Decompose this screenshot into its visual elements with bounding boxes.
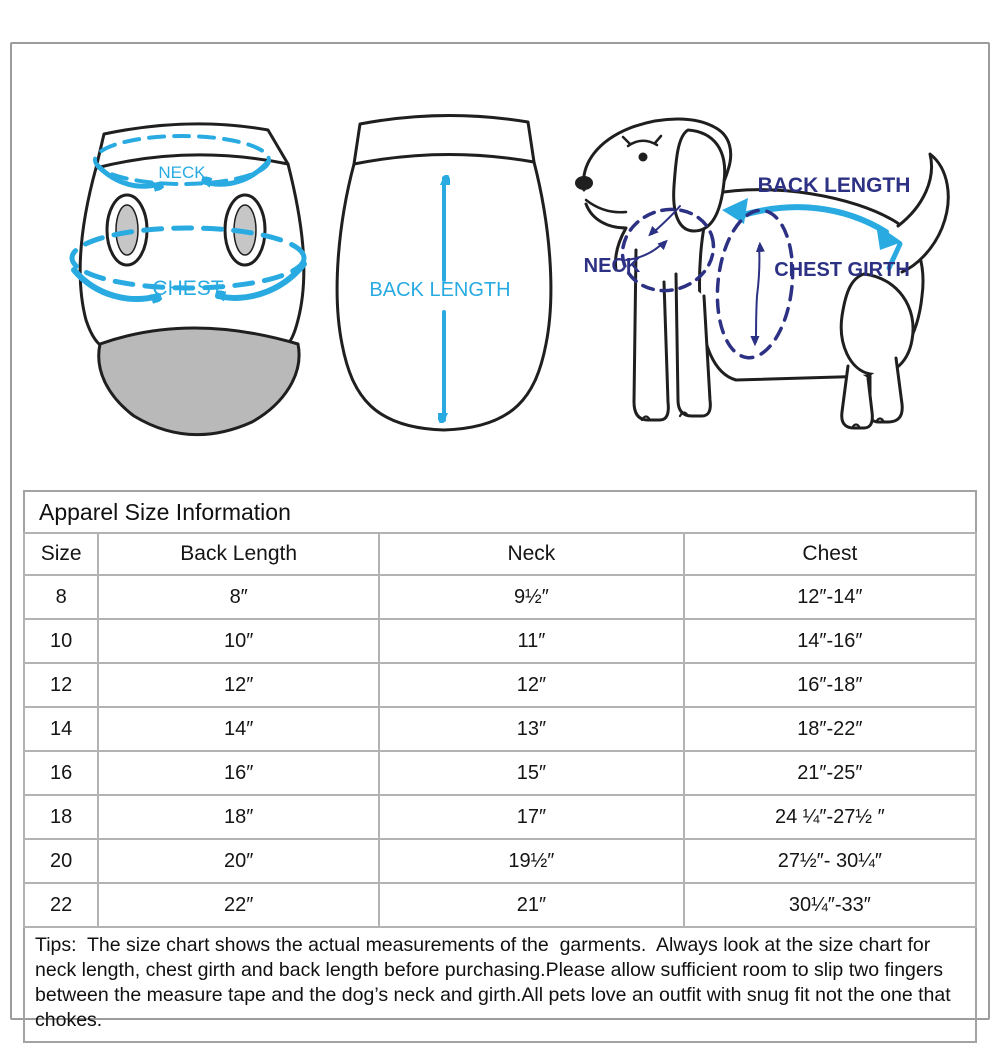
cell-size: 12 — [24, 663, 98, 707]
back-length-label: BACK LENGTH — [369, 279, 511, 301]
cell-neck: 15″ — [379, 751, 684, 795]
dog-neck-label: NECK — [583, 255, 641, 277]
cell-size: 16 — [24, 751, 98, 795]
dog-chest-girth-label: CHEST GIRTH — [774, 259, 910, 281]
cell-size: 22 — [24, 883, 98, 927]
cell-neck: 17″ — [379, 795, 684, 839]
cell-size: 20 — [24, 839, 98, 883]
col-header-back: Back Length — [98, 533, 379, 575]
cell-neck: 19½″ — [379, 839, 684, 883]
table-row — [24, 839, 976, 883]
cell-neck: 13″ — [379, 707, 684, 751]
cell-neck: 12″ — [379, 663, 684, 707]
dog-diagram — [575, 119, 948, 428]
table-row — [24, 707, 976, 751]
cell-back-length: 16″ — [98, 751, 379, 795]
size-chart-section — [23, 490, 977, 1043]
front-neck-label: NECK — [158, 163, 206, 182]
cell-chest: 16″-18″ — [684, 663, 976, 707]
garment-front-diagram — [72, 124, 304, 435]
dog-back-length-label: BACK LENGTH — [757, 174, 911, 197]
tips-text: Tips: The size chart shows the actual measurements of the garments. Always look at the size chart for neck length, chest girth and back length before purchasing.Please allow sufficient room to slip two fingers between the measure tape and the dog’s neck and girth.All pets love an outfit with snug fit not the one that chokes. — [23, 928, 977, 1043]
table-row — [24, 575, 976, 619]
table-header-row — [24, 533, 976, 575]
cell-chest: 24 ¼″-27½ ″ — [684, 795, 976, 839]
cell-chest: 30¼″-33″ — [684, 883, 976, 927]
table-row — [24, 751, 976, 795]
size-chart-panel — [10, 42, 990, 1031]
cell-size: 14 — [24, 707, 98, 751]
table-row — [24, 619, 976, 663]
cell-back-length: 18″ — [98, 795, 379, 839]
cell-chest: 12″-14″ — [684, 575, 976, 619]
table-title: Apparel Size Information — [23, 490, 977, 532]
table-row — [24, 795, 976, 839]
size-table — [23, 532, 977, 928]
cell-back-length: 22″ — [98, 883, 379, 927]
col-header-neck: Neck — [379, 533, 684, 575]
cell-neck: 21″ — [379, 883, 684, 927]
col-header-size: Size — [24, 533, 98, 575]
cell-back-length: 12″ — [98, 663, 379, 707]
measurement-diagrams — [12, 44, 988, 490]
garment-back-diagram — [337, 115, 551, 430]
table-row — [24, 663, 976, 707]
front-chest-label: CHEST — [152, 277, 224, 300]
cell-size: 10 — [24, 619, 98, 663]
table-row — [24, 883, 976, 927]
cell-back-length: 20″ — [98, 839, 379, 883]
cell-size: 8 — [24, 575, 98, 619]
cell-chest: 14″-16″ — [684, 619, 976, 663]
cell-neck: 9½″ — [379, 575, 684, 619]
cell-chest: 21″-25″ — [684, 751, 976, 795]
cell-back-length: 8″ — [98, 575, 379, 619]
cell-chest: 18″-22″ — [684, 707, 976, 751]
col-header-chest: Chest — [684, 533, 976, 575]
cell-neck: 11″ — [379, 619, 684, 663]
cell-back-length: 14″ — [98, 707, 379, 751]
cell-back-length: 10″ — [98, 619, 379, 663]
cell-chest: 27½″- 30¼″ — [684, 839, 976, 883]
cell-size: 18 — [24, 795, 98, 839]
